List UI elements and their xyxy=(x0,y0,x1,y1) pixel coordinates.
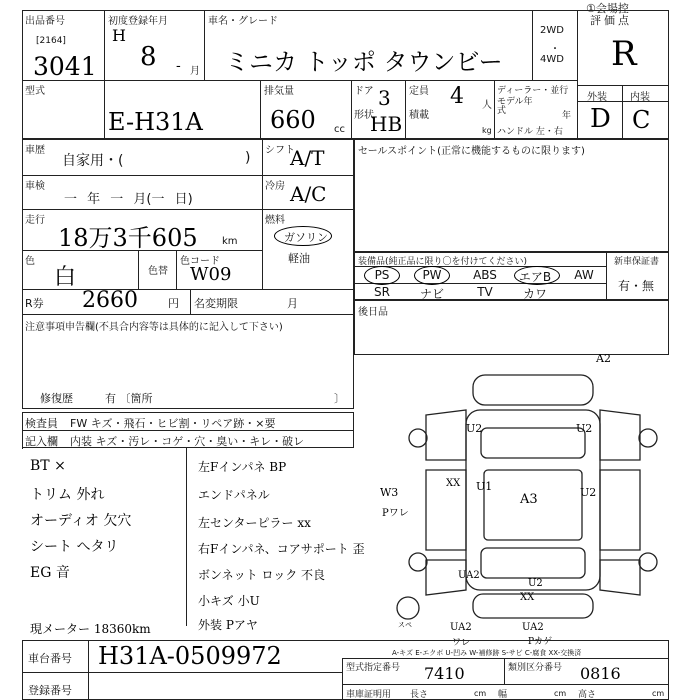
diagram-mark-u1: U1 xyxy=(476,480,493,493)
fuel-label: 燃料 xyxy=(265,215,285,226)
pw-circle-mark xyxy=(414,266,450,285)
diagram-mark-w3: W3 xyxy=(380,486,399,499)
length-unit: cm xyxy=(474,689,487,698)
lot-number-label: 出品番号 xyxy=(25,16,65,27)
era-value: H xyxy=(112,26,126,45)
registration-number-label: 登録番号 xyxy=(28,684,72,697)
color-change-label: 色替 xyxy=(148,266,168,277)
grade-label: 評価点 xyxy=(590,14,632,27)
displacement-label: 排気量 xyxy=(264,86,294,97)
door-label: ドア xyxy=(354,86,374,97)
car-name: ミニカ トッポ タウンビー xyxy=(225,48,503,76)
equip-airbag: エアB xyxy=(518,270,552,284)
note-line-1: BT × xyxy=(30,458,66,474)
mileage-value: 18万3千605 xyxy=(58,224,198,252)
chassis-label: 車台番号 xyxy=(28,652,72,665)
venue-copy-note: ①会場控 xyxy=(586,2,629,15)
drive-2wd: 2WD xyxy=(540,25,564,36)
meter-note: 現メーター 18360km xyxy=(30,622,151,636)
exterior-value: D xyxy=(590,104,611,134)
inspector-exterior-items: FW キズ・飛石・ヒビ割・リペア跡・×要 xyxy=(70,417,276,430)
car-outline-wheel-rr xyxy=(639,553,657,571)
usage-close: ) xyxy=(245,150,251,166)
entry-field-label: 記入欄 xyxy=(25,435,58,448)
car-outline-front xyxy=(473,375,593,405)
car-outline-right-side xyxy=(600,470,640,550)
warranty-value: 有・無 xyxy=(618,279,655,293)
equip-aw: AW xyxy=(574,268,594,282)
diagram-mark-u2-side: U2 xyxy=(580,486,597,499)
car-outline-wheel-fl xyxy=(409,429,427,447)
registration-year: 8 xyxy=(140,42,157,72)
drive-4wd: 4WD xyxy=(540,54,564,65)
color-label: 色 xyxy=(25,256,35,267)
shift-value: A/T xyxy=(290,146,325,170)
car-outline-spare-tire xyxy=(397,597,419,619)
registration-dash: - xyxy=(176,58,181,74)
kg-unit: kg xyxy=(482,126,492,135)
color-code-label: 色コード xyxy=(180,256,220,267)
equip-abs: ABS xyxy=(473,268,497,282)
load-label: 積載 xyxy=(409,110,429,121)
after-items-block xyxy=(354,300,669,355)
equip-sr: SR xyxy=(374,285,390,299)
usage-label: 車歴 xyxy=(25,145,45,156)
lot-sub-number: [2164] xyxy=(36,36,66,46)
car-outline-right-front-door xyxy=(600,410,640,460)
inspection-value: 一 年 一 月(一 日) xyxy=(64,192,193,207)
diagram-mark-a2: A2 xyxy=(596,352,611,365)
diagram-mark-spare: スペ xyxy=(398,621,412,629)
class-number-value: 0816 xyxy=(580,664,621,683)
diagram-mark-u2-rear: U2 xyxy=(528,578,543,589)
chassis-number: H31A-0509972 xyxy=(98,642,282,670)
repair-history-label: 修復歴 xyxy=(40,392,73,405)
note-right-5: ボンネット ロック 不良 xyxy=(198,568,326,582)
model-label: 型式 xyxy=(25,86,45,97)
interior-value: C xyxy=(632,106,651,134)
ac-value: A/C xyxy=(290,182,327,206)
fuel-gasoline: ガソリン xyxy=(284,231,328,244)
dealer-label: ディーラー・並行 xyxy=(497,86,569,96)
car-outline-left-front-door xyxy=(426,410,466,460)
note-right-7: 外装 Pアヤ xyxy=(198,618,258,632)
color-code-value: W09 xyxy=(190,264,232,285)
year-unit: 年 xyxy=(562,111,572,121)
lot-number: 3041 xyxy=(33,52,97,81)
type-designation-value: 7410 xyxy=(424,664,465,683)
shift-label: シフト xyxy=(265,145,295,156)
door-value: 3 xyxy=(378,86,391,110)
person-unit: 人 xyxy=(482,100,492,111)
note-right-4: 右Fインパネ、コアサポート 歪 xyxy=(198,542,365,556)
fuel-diesel: 軽油 xyxy=(288,252,310,265)
repair-close: 〕 xyxy=(334,392,345,405)
ac-label: 冷房 xyxy=(265,181,285,192)
diagram-mark-ua2-3: UA2 xyxy=(522,622,544,633)
diagram-mark-u2-right: U2 xyxy=(576,422,593,435)
car-outline-windshield xyxy=(481,428,585,458)
mileage-label: 走行 xyxy=(25,215,45,226)
note-right-3: 左センターピラー xx xyxy=(198,516,311,530)
height-unit: cm xyxy=(652,689,665,698)
exterior-label: 外装 xyxy=(587,92,607,103)
km-unit: km xyxy=(222,236,238,247)
width-unit: cm xyxy=(554,689,567,698)
r-ticket-value: 2660 xyxy=(82,288,138,313)
inspector-label: 検査員 xyxy=(25,417,58,430)
equip-pw: PW xyxy=(422,268,442,282)
note-line-5: EG 音 xyxy=(30,565,70,581)
yen-unit: 円 xyxy=(168,297,179,310)
class-number-label: 類別区分番号 xyxy=(508,663,563,673)
selling-points-label: セールスポイント(正常に機能するものに限ります) xyxy=(358,146,585,157)
car-outline-rear-window xyxy=(481,548,585,578)
equip-ps: PS xyxy=(374,268,390,282)
height-label: 高さ xyxy=(578,690,597,700)
type-designation-label: 型式指定番号 xyxy=(346,663,401,673)
note-right-1: 左Fインパネ BP xyxy=(198,460,287,474)
month-suffix: 月 xyxy=(190,66,200,77)
first-registration-label: 初度登録年月 xyxy=(108,16,168,27)
diagram-mark-ua2-1: UA2 xyxy=(458,570,480,581)
capacity-value: 4 xyxy=(450,84,464,109)
inspector-interior-items: 内装 キズ・汚レ・コゲ・穴・臭い・キレ・破レ xyxy=(70,435,305,448)
note-line-4: シート へタリ xyxy=(30,539,119,555)
interior-label: 内装 xyxy=(630,92,650,103)
diagram-mark-ua2-2: UA2 xyxy=(450,622,472,633)
handle-label: ハンドル 左・右 xyxy=(497,127,563,137)
shape-label: 形状 xyxy=(354,110,374,121)
r-ticket-label: R券 xyxy=(25,297,44,310)
note-line-2: トリム 外れ xyxy=(30,487,105,503)
car-name-label: 車名・グレード xyxy=(208,16,278,27)
car-outline-wheel-rl xyxy=(409,553,427,571)
transfer-month: 月 xyxy=(287,297,298,310)
displacement-value: 660 xyxy=(270,106,316,134)
note-right-6: 小キズ 小U xyxy=(198,594,260,608)
repair-history-value: 有 〔箇所 xyxy=(105,392,153,405)
diagram-mark-a3: A3 xyxy=(520,492,538,507)
transfer-deadline-label: 名変期限 xyxy=(194,297,238,310)
diagram-legend: A-キズ E-エクボ U-凹み W-補修跡 S-サビ C-腐食 XX-交換済 xyxy=(392,649,582,657)
diagram-mark-xx-left: XX xyxy=(446,478,461,489)
equip-leather: カワ xyxy=(522,287,547,301)
car-outline-right-rear xyxy=(600,560,640,595)
ps-circle-mark xyxy=(364,266,400,285)
airbag-circle-mark xyxy=(514,266,560,285)
note-line-3: オーディオ 欠穴 xyxy=(30,513,132,529)
garage-cert-label: 車庫証明用 xyxy=(346,690,392,700)
diagram-mark-pware: Pワレ xyxy=(382,508,409,519)
car-damage-diagram xyxy=(356,350,676,640)
inspection-label: 車検 xyxy=(25,181,45,192)
drive-dot: ・ xyxy=(550,44,560,55)
equip-tv: TV xyxy=(477,285,493,299)
capacity-label: 定員 xyxy=(409,86,429,97)
equipment-label: 装備品(純正品に限り〇を付けてください) xyxy=(358,257,528,267)
after-items-label: 後日品 xyxy=(358,307,388,318)
model-year-label: モデル年式 xyxy=(497,97,533,116)
width-label: 幅 xyxy=(498,690,508,700)
shape-value: HB xyxy=(370,112,403,136)
color-value: 白 xyxy=(54,265,77,290)
equip-navi: ナビ xyxy=(419,287,444,301)
warranty-label: 新車保証書 xyxy=(614,257,660,267)
diagram-mark-xx-rear: XX xyxy=(520,592,535,603)
car-outline-wheel-fr xyxy=(639,429,657,447)
diagram-mark-pkage: Pカゲ xyxy=(528,637,553,647)
diagram-mark-ware: ワレ xyxy=(452,638,471,648)
cc-unit: cc xyxy=(334,124,345,135)
length-label: 長さ xyxy=(410,690,429,700)
usage-value: 自家用・( xyxy=(62,153,124,169)
diagram-mark-u2-left: U2 xyxy=(466,422,483,435)
grade-value: R xyxy=(611,34,637,74)
note-right-2: エンドパネル xyxy=(198,488,270,502)
model-value: E-H31A xyxy=(108,108,203,136)
notes-label: 注意事項申告欄(不具合内容等は具体的に記入して下さい) xyxy=(25,322,283,333)
